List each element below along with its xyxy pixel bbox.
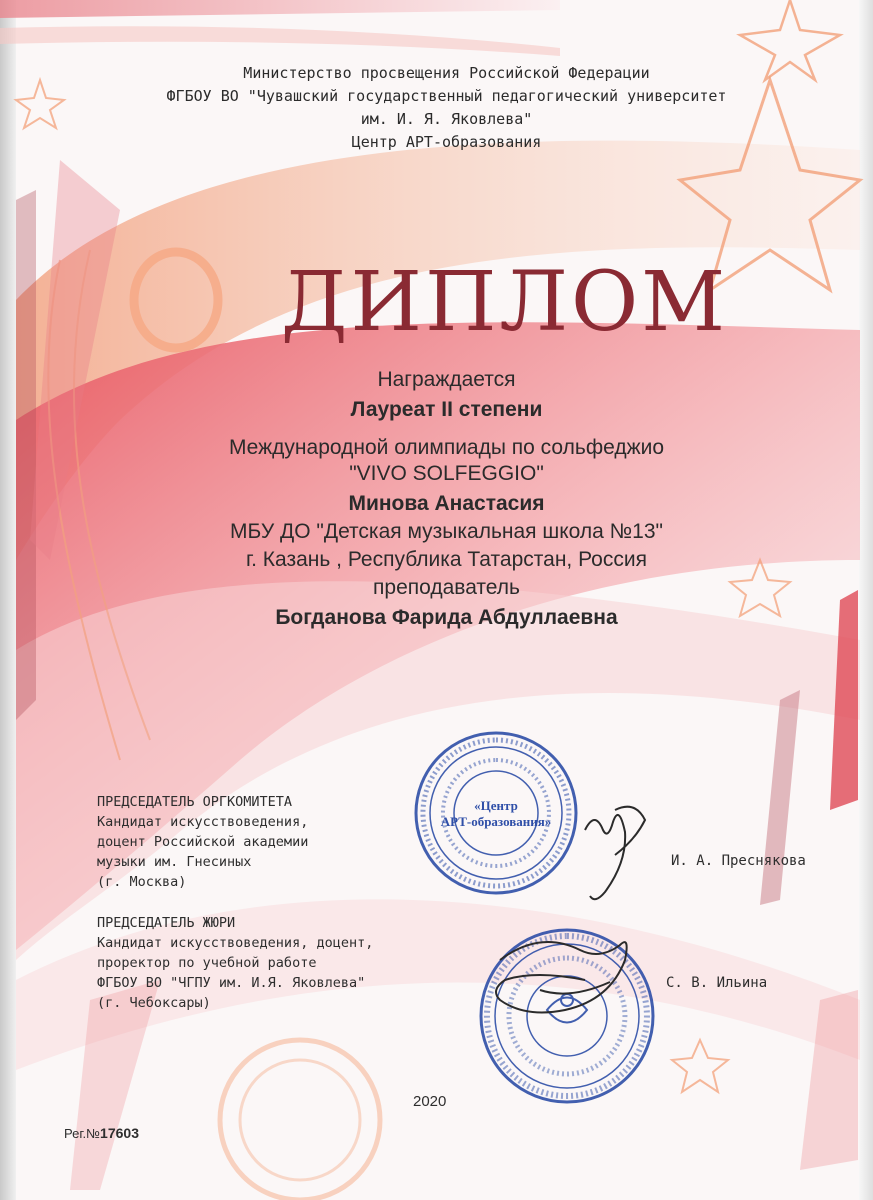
registration-number: [64, 1125, 139, 1141]
school-name: МБУ ДО "Детская музыкальная школа №13": [230, 520, 663, 543]
star-icon-bottom-right: [672, 1040, 728, 1092]
orgcommittee-line5: (г. Москва): [97, 874, 187, 890]
orgcommittee-line4: музыки им. Гнесиных: [97, 854, 252, 870]
stamp-center-line1: «Центр: [474, 798, 518, 813]
jury-line4: ФГБОУ ВО "ЧГПУ им. И.Я. Яковлева": [97, 975, 366, 991]
teacher-label: преподаватель: [373, 576, 520, 599]
award-degree: Лауреат II степени: [350, 398, 543, 421]
stamp-center-line2: АРТ-образования»: [440, 814, 552, 829]
jury-chair-block: [97, 913, 373, 1013]
stamp-center-text: [436, 798, 556, 830]
jury-line5: (г. Чебоксары): [97, 995, 211, 1011]
jury-title: ПРЕДСЕДАТЕЛЬ ЖЮРИ: [97, 915, 236, 931]
university-line: ФГБОУ ВО "Чувашский государственный педагогический университет: [166, 87, 727, 105]
diploma-title: ДИПЛОМ: [280, 255, 729, 350]
reg-number: 17603: [100, 1125, 139, 1141]
jury-line3: проректор по учебной работе: [97, 955, 317, 971]
award-intro: Награждается: [377, 368, 516, 391]
university-name-line: им. И. Я. Яковлева": [360, 110, 533, 128]
orgcommittee-chair-name: И. А. Преснякова: [671, 853, 806, 869]
jury-line2: Кандидат искусствоведения, доцент,: [97, 935, 374, 951]
location: г. Казань , Республика Татарстан, Россия: [246, 548, 647, 571]
signature-presnyakova: [585, 807, 645, 900]
issuer-header: [10, 62, 873, 154]
recipient-name: Минова Анастасия: [348, 492, 545, 515]
ministry-line: Министерство просвещения Российской Федерации: [243, 64, 650, 82]
event-name-line2: "VIVO SOLFEGGIO": [349, 462, 544, 485]
orgcommittee-line2: Кандидат искусствоведения,: [97, 814, 309, 830]
reg-label: Рег.№: [64, 1126, 101, 1141]
orgcommittee-line3: доцент Российской академии: [97, 834, 309, 850]
orgcommittee-title: ПРЕДСЕДАТЕЛЬ ОРГКОМИТЕТА: [97, 794, 293, 810]
orgcommittee-chair-block: [97, 792, 308, 892]
center-line: Центр АРТ-образования: [351, 133, 542, 151]
issue-year: 2020: [413, 1093, 447, 1110]
top-stripe: [0, 0, 560, 18]
teacher-name: Богданова Фарида Абдуллаевна: [275, 606, 618, 629]
jury-chair-name: С. В. Ильина: [666, 975, 768, 991]
event-name-line1: Международной олимпиады по сольфеджио: [228, 436, 665, 459]
